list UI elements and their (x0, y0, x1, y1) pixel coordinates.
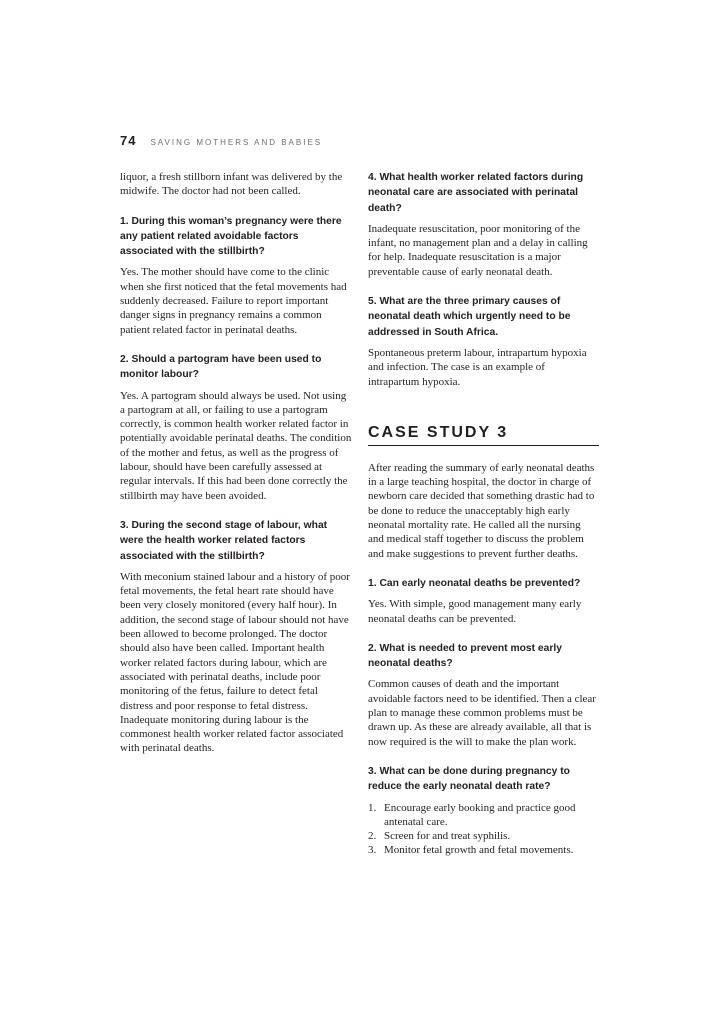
case-question-2: 2. What is needed to prevent most early neonatal deaths? (368, 642, 562, 670)
answer-4: Inadequate resuscitation, poor monitoring of the infant, no management plan and a delay in calling for help. Inadequate resuscitation is a major preventable cause of early neonatal death. (368, 222, 588, 278)
question-4: 4. What health worker related factors during neonatal care are associated with perinatal death? (368, 172, 584, 214)
page-number: 74 (120, 133, 137, 148)
case-study-heading: CASE STUDY 3 (368, 424, 599, 446)
question-2: 2. Should a partogram have been used to monitor labour? (120, 353, 322, 381)
answer-5: Spontaneous preterm labour, intrapartum hypoxia and infection. The case is an example of intrapartum hypoxia. (368, 346, 587, 388)
list-item-text: Encourage early booking and practice good antenatal care. (384, 801, 576, 828)
case-answer-1: Yes. With simple, good management many early neonatal deaths can be prevented. (368, 598, 582, 625)
page-header (120, 132, 322, 150)
list-item-number: 3. (368, 844, 377, 857)
list-item (368, 843, 599, 857)
case-answer-2: Common causes of death and the important avoidable factors need to be identified. Then a clear plan to manage these common problems must be drawn up. As these are already available, all that is now required is the will to make the plan work. (368, 678, 596, 748)
list-item-text: Screen for and treat syphilis. (384, 830, 511, 843)
right-column (368, 170, 599, 858)
question-5: 5. What are the three primary causes of neonatal death which urgently need to be addressed in South Africa. (368, 296, 571, 338)
list-item-text: Monitor fetal growth and fetal movements. (384, 844, 574, 857)
answer-2: Yes. A partogram should always be used. Not using a partogram at all, or failing to use a partogram correctly, is common health worker related factor in potentially avoidable perinatal deaths. The condition of the mother and fetus, as well as the progress of labour, should have been carefully assessed at regular intervals. If this had been done correctly the stillbirth may have been avoided. (120, 389, 352, 502)
case-intro-paragraph: After reading the summary of early neonatal deaths in a large teaching hospital, the doctor in charge of newborn care decided that something drastic had to be done to reduce the unacceptably high early neonatal mortality rate. He called all the nursing and medical staff together to discuss the problem and make suggestions to prevent further deaths. (368, 461, 595, 560)
question-1: 1. During this woman’s pregnancy were there any patient related avoidable factors associated with the stillbirth? (120, 215, 342, 258)
list-item (368, 801, 599, 830)
answer-3: With meconium stained labour and a history of poor fetal movements, the fetal heart rate should have been very closely monitored (every half hour). In addition, the second stage of labour should not have been allowed to become prolonged. The doctor should also have been called. Important health worker related factors during labour, which are associated with perinatal deaths, include poor monitoring of the fetus, failure to detect fetal distress and poor response to fetal distress. Inadequate monitoring during labour is the commonest health worker related factor associated with perinatal deaths. (120, 570, 350, 755)
list-item-number: 1. (368, 801, 377, 814)
running-title: SAVING MOTHERS AND BABIES (150, 138, 323, 147)
intro-paragraph: liquor, a fresh stillborn infant was delivered by the midwife. The doctor had not been called. (120, 171, 343, 198)
question-3: 3. During the second stage of labour, what were the health worker related factors associated with the stillbirth? (120, 519, 328, 562)
list-item (368, 829, 599, 843)
list-item-number: 2. (368, 830, 377, 843)
answer-1: Yes. The mother should have come to the clinic when she first noticed that the fetal movements had suddenly decreased. Failure to report important danger signs in pregnancy remains a common patient related factor in perinatal deaths. (120, 266, 347, 336)
prevention-list (368, 801, 599, 858)
case-question-1: 1. Can early neonatal deaths be prevented? (368, 577, 581, 589)
left-column (120, 170, 352, 771)
case-question-3: 3. What can be done during pregnancy to reduce the early neonatal death rate? (368, 765, 570, 793)
